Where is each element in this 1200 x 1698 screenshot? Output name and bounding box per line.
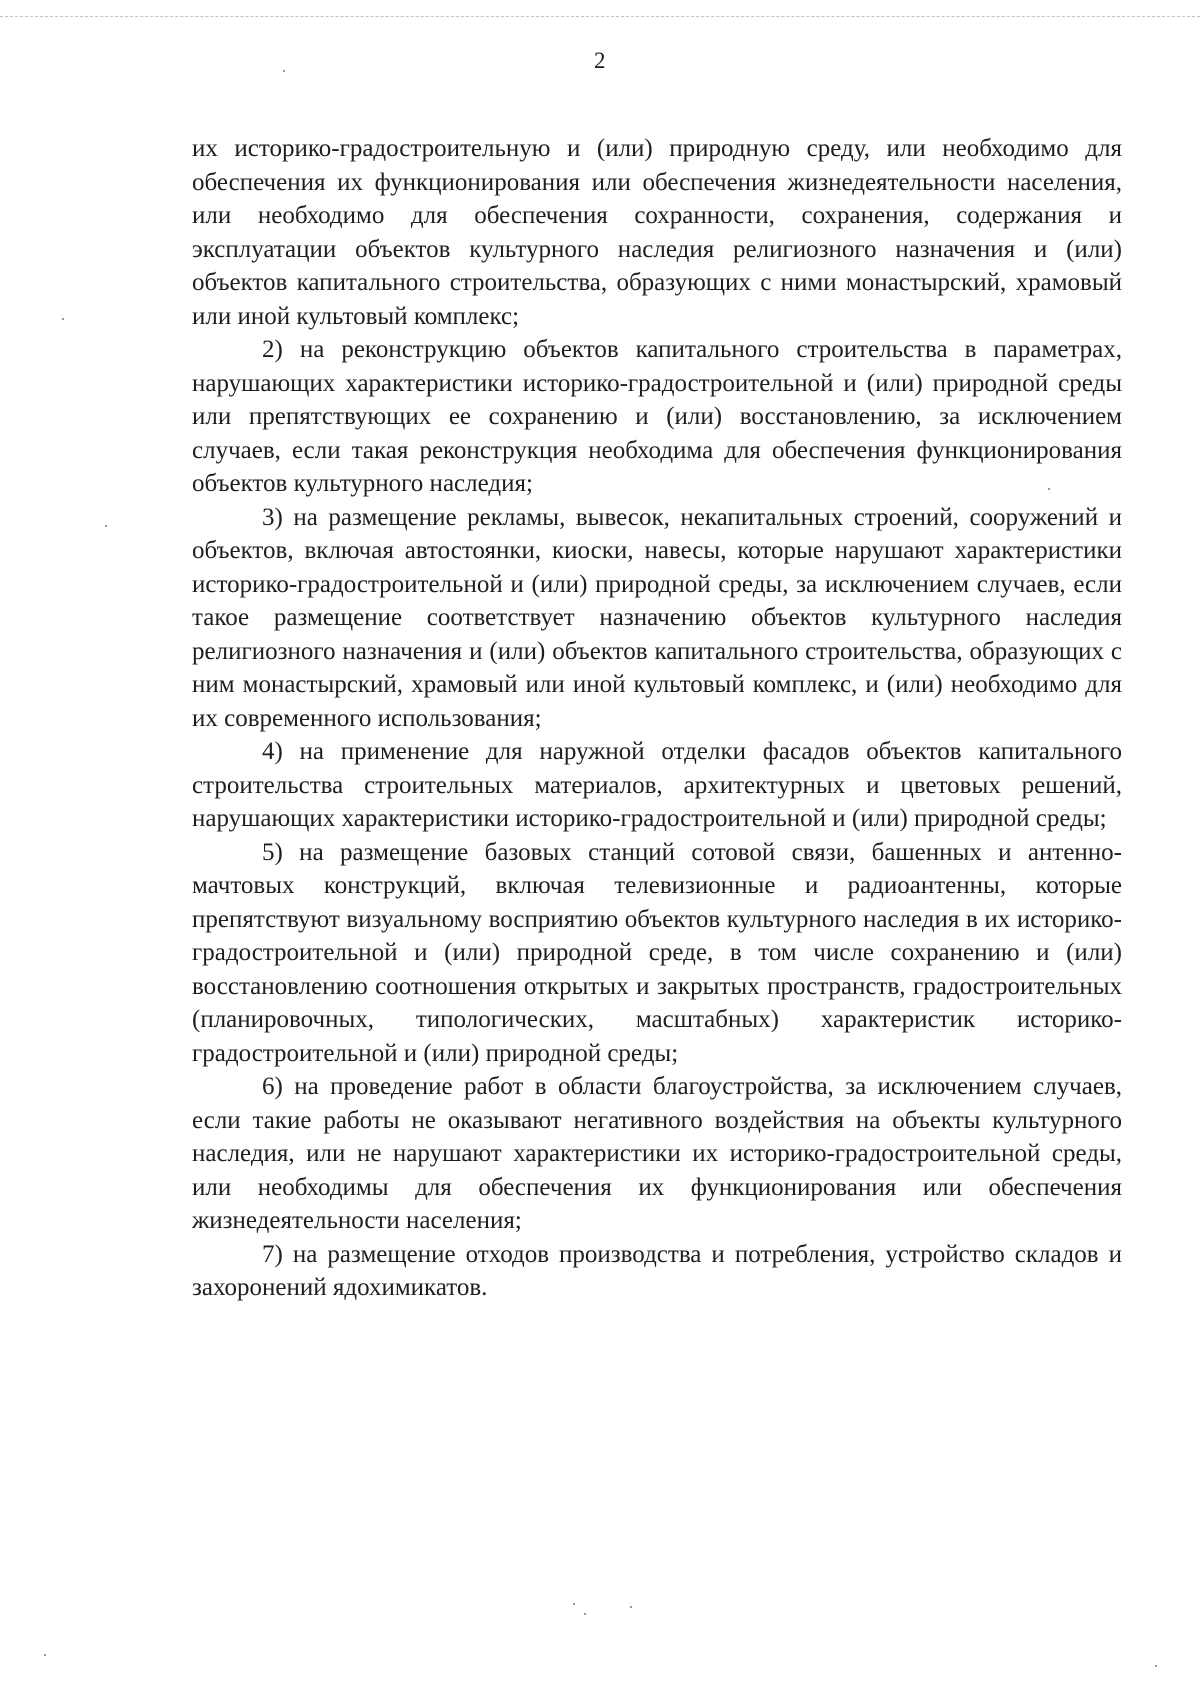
paragraph-item-2: 2) на реконструкцию объектов капитального строительства в параметрах, нарушающих характеристики историко-градостроительной и (или) природной среды или препятствующих ее сохранению и (или) восстановлению, за исключением случаев, если такая реконструкция необходима для обеспечения функционирования объектов культурного наследия; [192, 336, 1122, 497]
scan-speck [584, 1613, 586, 1615]
document-body [192, 132, 1122, 1305]
scan-speck [1155, 1665, 1157, 1667]
paragraph-item-3: 3) на размещение рекламы, вывесок, некапитальных строений, сооружений и объектов, включая автостоянки, киоски, навесы, которые нарушают характеристики историко-градостроительной и (или) природной среды, за исключением случаев, если такое размещение соответствует назначению объектов культурного наследия религиозного назначения и (или) объектов капитального строительства, образующих с ним монастырский, храмовый или иной культовый комплекс, и (или) необходимо для их современного использования; [192, 503, 1122, 732]
scan-speck [105, 525, 107, 527]
scan-speck [62, 318, 64, 320]
paragraph-item-6: 6) на проведение работ в области благоустройства, за исключением случаев, если такие работы не оказывают негативного воздействия на объекты культурного наследия, или не нарушают характеристики их историко-градостроительной среды, или необходимы для обеспечения их функционирования или обеспечения жизнедеятельности населения; [192, 1073, 1122, 1234]
paragraph-continuation: их историко-градостроительную и (или) природную среду, или необходимо для обеспечения их функционирования или обеспечения жизнедеятельности населения, или необходимо для обеспечения сохранности, сохранения, содержания и эксплуатации объектов культурного наследия религиозного назначения и (или) объектов капитального строительства, образующих с ними монастырский, храмовый или иной культовый комплекс; [192, 135, 1122, 330]
scan-speck [44, 1654, 46, 1656]
scan-speck [630, 1606, 632, 1608]
page-number: 2 [594, 48, 606, 73]
paragraph-item-7: 7) на размещение отходов производства и потребления, устройство складов и захоронений ядохимикатов. [192, 1240, 1122, 1301]
scan-speck [573, 1603, 575, 1605]
scan-speck [283, 70, 285, 72]
paragraph-item-4: 4) на применение для наружной отделки фасадов объектов капитального строительства строительных материалов, архитектурных и цветовых решений, нарушающих характеристики историко-градостроительной и (или) природной среды; [192, 738, 1122, 832]
paragraph-item-5: 5) на размещение базовых станций сотовой связи, башенных и антенно-мачтовых конструкций, включая телевизионные и радиоантенны, которые препятствуют визуальному восприятию объектов культурного наследия в их историко-градостроительной и (или) природной среде, в том числе сохранению и (или) восстановлению соотношения открытых и закрытых пространств, градостроительных (планировочных, типологических, масштабных) характеристик историко-градостроительной и (или) природной среды; [192, 838, 1122, 1067]
scan-edge-line [0, 16, 1200, 17]
